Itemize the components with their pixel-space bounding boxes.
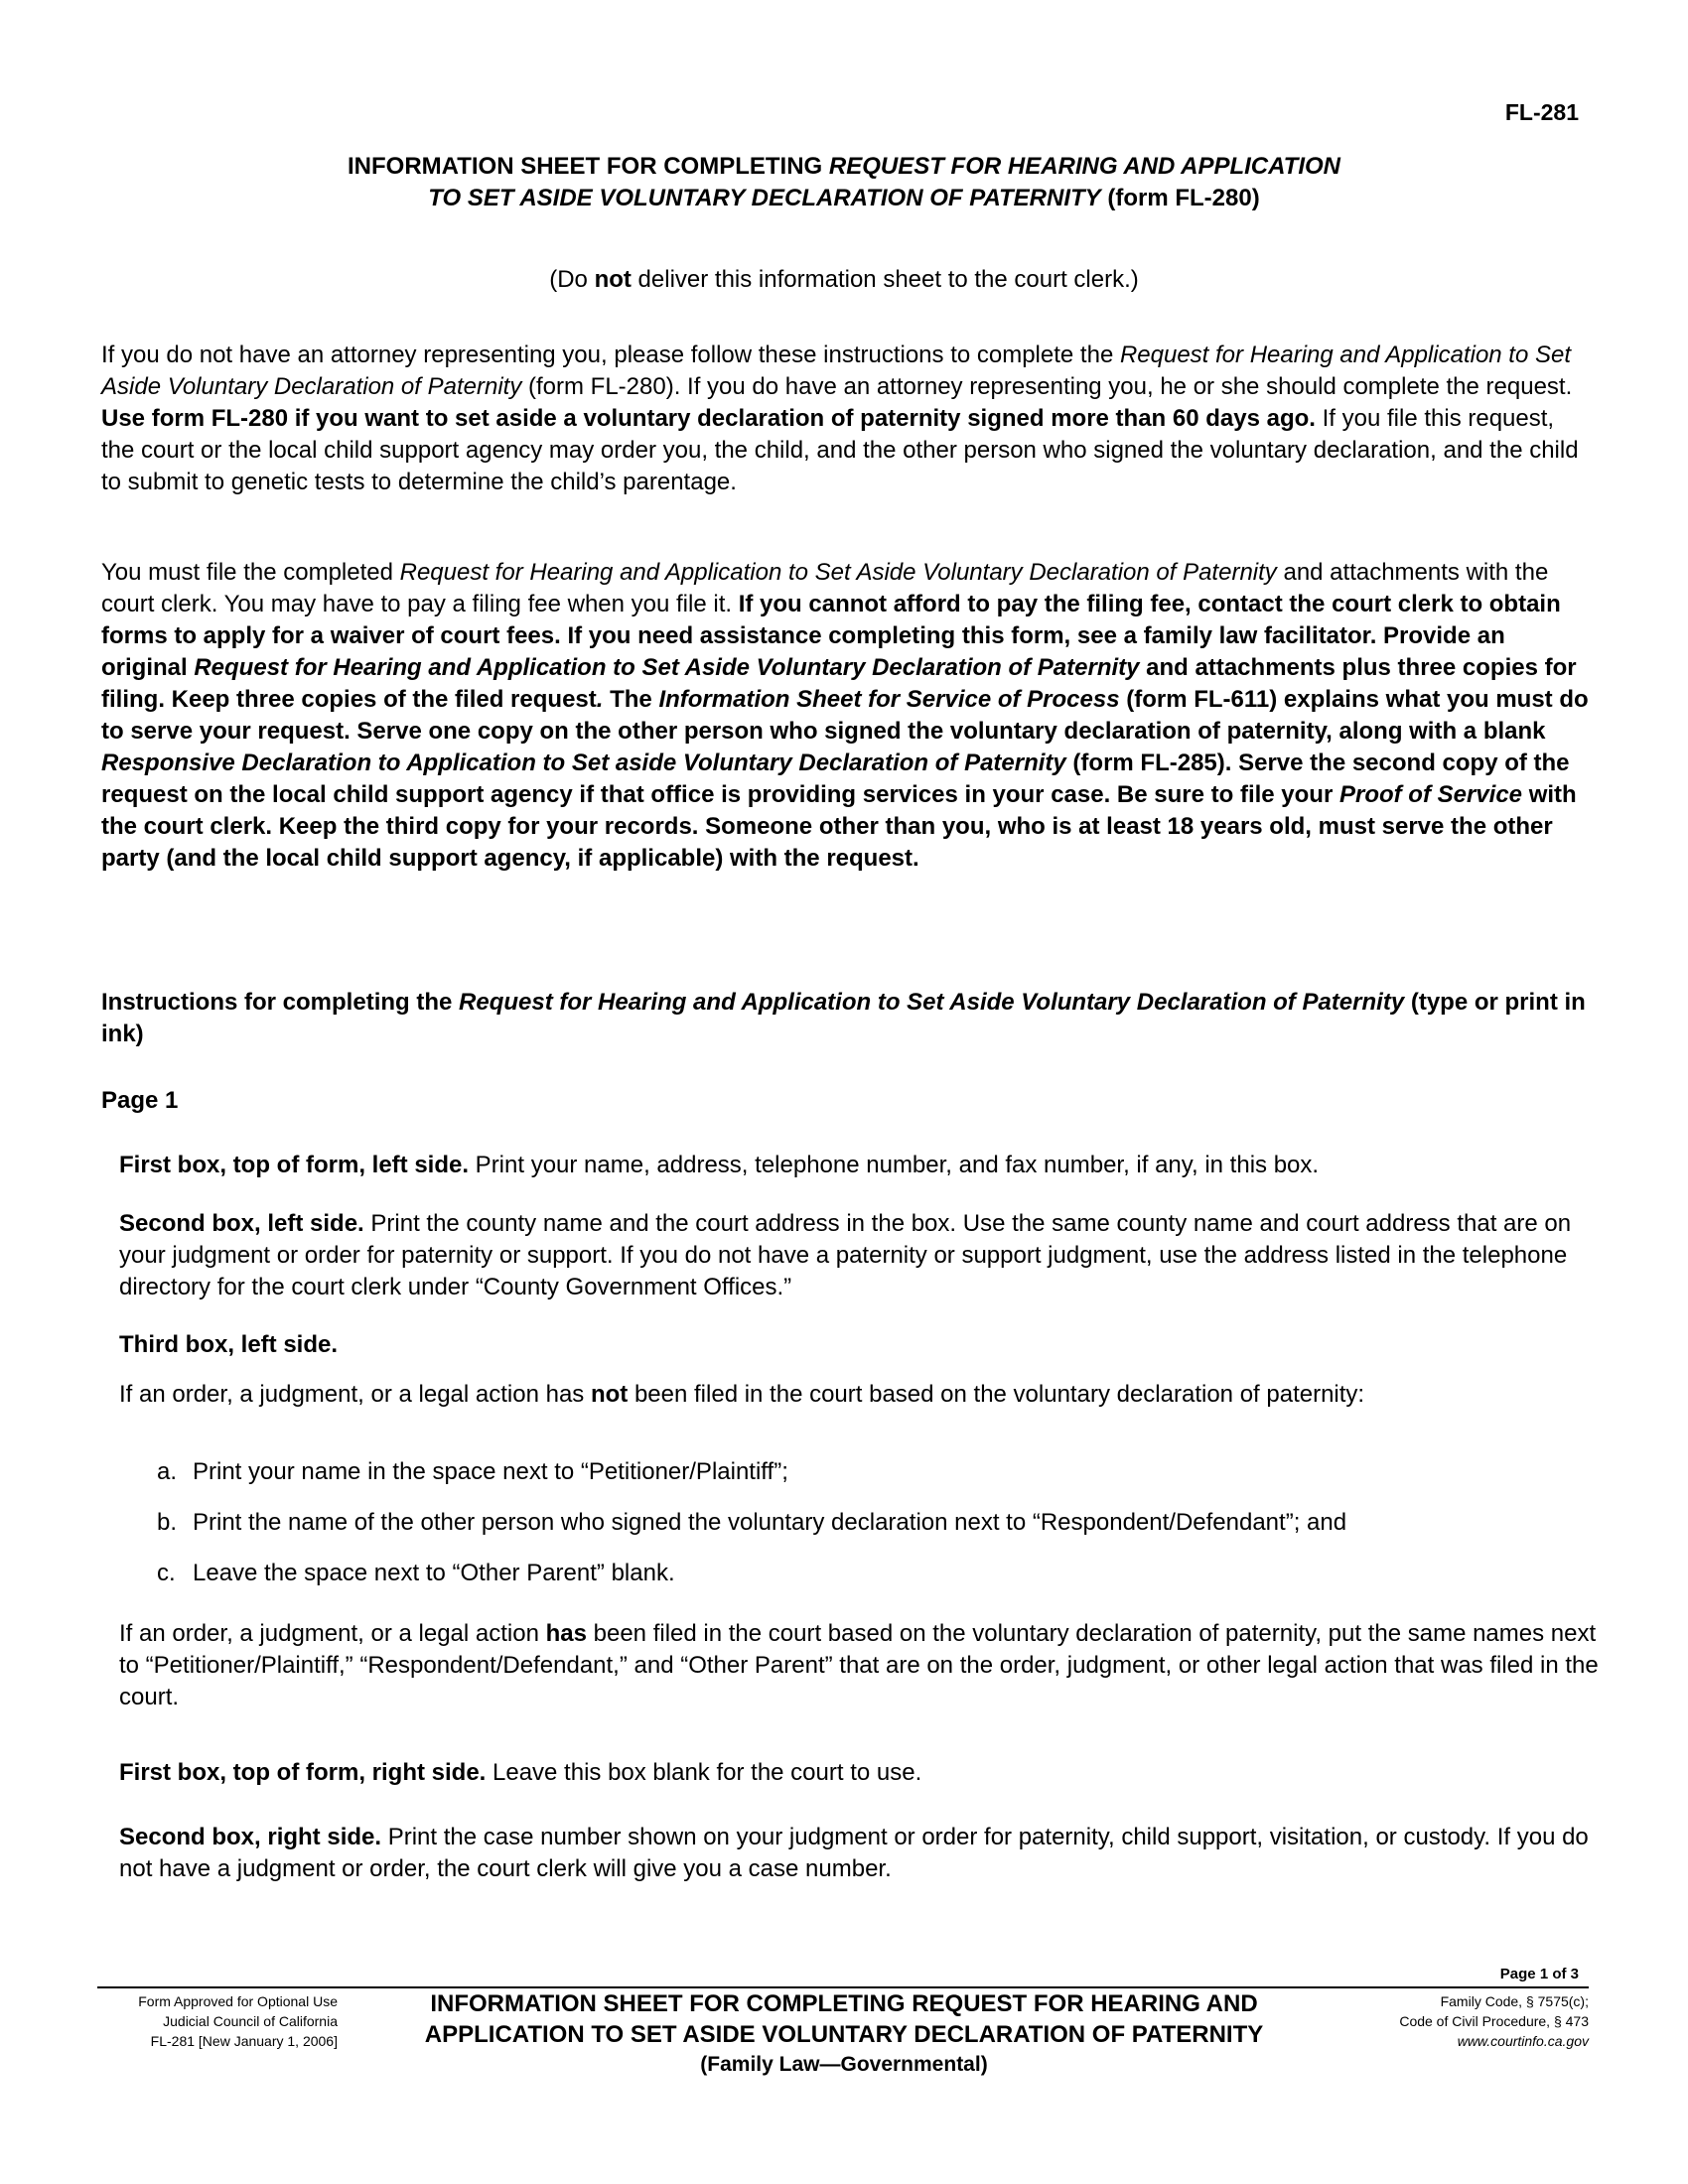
footer-line: Form Approved for Optional Use <box>138 1993 338 2009</box>
list-label: b. <box>157 1509 178 1536</box>
text-span: (form FL-280). If you do have an attorney representing you, he or she should complete the request. <box>521 373 1573 400</box>
item-third-box-left <box>119 1329 1599 1361</box>
form-number: FL-281 <box>1504 99 1579 125</box>
text-span: deliver this information sheet to the court clerk.) <box>631 266 1139 293</box>
list-text: Print your name in the space next to “Petitioner/Plaintiff”; <box>193 1458 788 1485</box>
footer-line: Family Code, § 7575(c); <box>1440 1993 1589 2009</box>
text-span: Print the case number shown on your judgment or order for paternity, child support, visitation, or custody. If you do not have a judgment or order, the court clerk will give you a case number. <box>119 1824 1589 1882</box>
text-span: (Do <box>549 266 595 293</box>
intro-paragraph <box>101 340 1591 498</box>
footer-line: Judicial Council of California <box>163 2013 338 2029</box>
item-second-box-left <box>119 1208 1599 1303</box>
list-text: Leave the space next to “Other Parent” blank. <box>193 1560 675 1586</box>
page-number: Page 1 of 3 <box>1499 1966 1579 1982</box>
text-span: Request for Hearing and Application to Set Aside Voluntary Declaration of Paternity <box>399 559 1277 586</box>
text-span: has <box>545 1620 587 1647</box>
footer-left <box>60 1991 338 2051</box>
delivery-note <box>0 264 1688 296</box>
text-span: First box, top of form, left side. <box>119 1152 470 1178</box>
text-span: If an order, a judgment, or a legal action has <box>119 1381 591 1408</box>
text-span: If an order, a judgment, or a legal action <box>119 1620 546 1647</box>
footer-line: (Family Law—Governmental) <box>700 2053 988 2076</box>
text-span: Use form FL-280 if you want to set aside a voluntary declaration of paternity signed more than 60 days ago. <box>101 405 1316 432</box>
text-span: Request for Hearing and Application to Set Aside Voluntary Declaration of Paternity <box>101 341 1572 400</box>
text-span: If you do not have an attorney representing you, please follow these instructions to complete the <box>101 341 1120 368</box>
filing-paragraph <box>101 557 1591 875</box>
title-part: REQUEST FOR HEARING AND APPLICATION <box>828 153 1340 180</box>
footer-line: INFORMATION SHEET FOR COMPLETING REQUEST FOR HEARING AND <box>430 1990 1258 2017</box>
text-span: Third box, left side. <box>119 1331 339 1358</box>
text-span: Request for Hearing and Application to Set Aside Voluntary Declaration of Paternity <box>194 654 1140 681</box>
item-first-box-left <box>119 1150 1599 1181</box>
text-span: (form FL-285). Serve the second copy of the request on the local child support agency if that office is providing services in your case. Be sure to file your <box>101 750 1570 808</box>
text-span: If you file this request, the court or the local child support agency may order you, the child, and the other person who signed the voluntary declaration, and the child to submit to genetic tests to determine the child’s parentage. <box>101 405 1579 495</box>
footer-line: FL-281 [New January 1, 2006] <box>150 2033 338 2049</box>
page-title <box>0 151 1688 214</box>
text-span: Responsive Declaration to Application to Set aside Voluntary Declaration of Paternity <box>101 750 1066 776</box>
text-span: First box, top of form, right side. <box>119 1759 487 1786</box>
text-span: not <box>594 266 632 293</box>
footer-right <box>1331 1991 1589 2051</box>
text-span: with the court clerk. Keep the third copy for your records. Someone other than you, who is at least 18 years old, must serve the other party (and the local child support agency, if applicable) with the request. <box>101 781 1577 872</box>
text-span: Leave this box blank for the court to use. <box>486 1759 922 1786</box>
footer-title <box>348 1988 1340 2080</box>
list-label: a. <box>157 1458 178 1485</box>
text-span: Page 1 <box>101 1087 179 1114</box>
text-span: . <box>596 686 604 713</box>
footer-line: Code of Civil Procedure, § 473 <box>1399 2013 1589 2029</box>
title-part: INFORMATION SHEET FOR COMPLETING <box>348 153 829 180</box>
text-span: and attachments with the court clerk. You may have to pay a filing fee when you file it. <box>101 559 1549 617</box>
item-second-box-right <box>119 1822 1599 1885</box>
text-span: Second box, left side. <box>119 1210 364 1237</box>
has-filed-paragraph <box>119 1618 1599 1713</box>
item-first-box-right <box>119 1757 1599 1789</box>
footer-website-link[interactable]: www.courtinfo.ca.gov <box>1457 2033 1589 2049</box>
text-span: If you cannot afford to pay the filing fee, contact the court clerk to obtain forms to apply for a waiver of court fees. If you need assistance completing this form, see a family law facilitator. Provide an original <box>101 591 1561 681</box>
text-span: Request for Hearing and Application to Set Aside Voluntary Declaration of Paternity <box>459 989 1405 1016</box>
title-part: (form FL-280) <box>1100 185 1260 211</box>
text-span: Information Sheet for Service of Process <box>658 686 1120 713</box>
text-span: The <box>603 686 659 713</box>
list-item <box>157 1558 1587 1589</box>
text-span: been filed in the court based on the voluntary declaration of paternity: <box>628 1381 1365 1408</box>
text-span: Print your name, address, telephone number, and fax number, if any, in this box. <box>469 1152 1320 1178</box>
text-span: Instructions for completing the <box>101 989 460 1016</box>
list-label: c. <box>157 1560 176 1586</box>
not-filed-paragraph <box>119 1379 1599 1411</box>
text-span: and attachments plus three copies for filing. Keep three copies of the filed request <box>101 654 1577 713</box>
instructions-heading <box>101 987 1591 1050</box>
text-span: (form FL-611) explains what you must do to serve your request. Serve one copy on the other person who signed the voluntary declaration of paternity, along with a blank <box>101 686 1589 745</box>
text-span: (type or print in ink) <box>101 989 1586 1047</box>
text-span: Print the county name and the court address in the box. Use the same county name and court address that are on your judgment or order for paternity or support. If you do not have a paternity or support judgment, use the address listed in the telephone directory for the court clerk under “County Government Offices.” <box>119 1210 1572 1300</box>
text-span: You must file the completed <box>101 559 400 586</box>
list-text: Print the name of the other person who signed the voluntary declaration next to “Respondent/Defendant”; and <box>193 1509 1347 1536</box>
list-item <box>157 1507 1587 1539</box>
text-span: Proof of Service <box>1338 781 1523 808</box>
page-section-label <box>101 1085 1591 1117</box>
text-span: Second box, right side. <box>119 1824 382 1850</box>
text-span: not <box>590 1381 629 1408</box>
title-part: TO SET ASIDE VOLUNTARY DECLARATION OF PATERNITY <box>428 185 1101 211</box>
text-span: been filed in the court based on the voluntary declaration of paternity, put the same names next to “Petitioner/Plaintiff,” “Respondent/Defendant,” and “Other Parent” that are on the order, judgment, or other legal action that was filed in the court. <box>119 1620 1599 1710</box>
footer-line: APPLICATION TO SET ASIDE VOLUNTARY DECLARATION OF PATERNITY <box>424 2021 1264 2048</box>
list-item <box>157 1456 1587 1488</box>
